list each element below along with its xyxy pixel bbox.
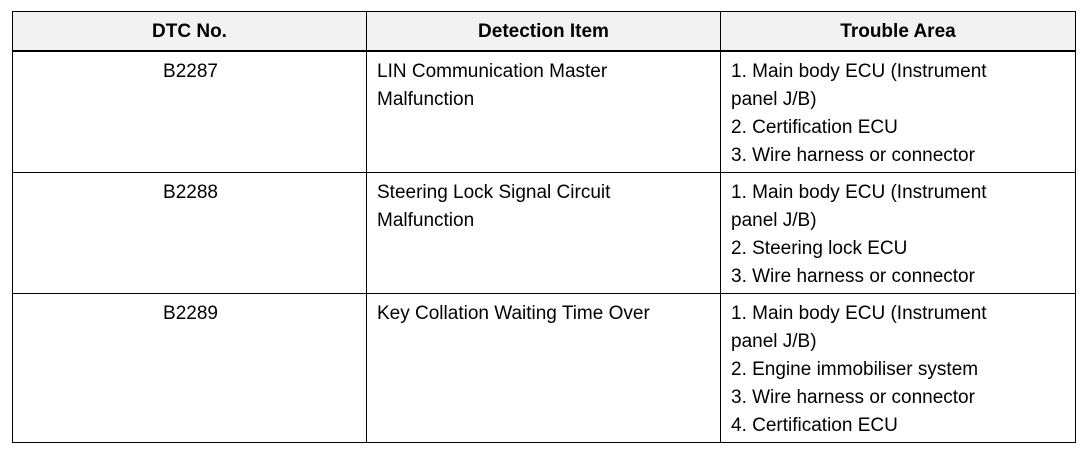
trouble-area-line: 2. Steering lock ECU — [731, 237, 908, 259]
trouble-area-cell — [721, 293, 1076, 442]
trouble-area-cell — [721, 51, 1076, 173]
detection-item-line: LIN Communication Master — [377, 60, 608, 82]
dtc-code-cell: B2289 — [13, 293, 367, 442]
header-detection-item: Detection Item — [367, 12, 721, 51]
detection-item-line: Malfunction — [377, 88, 475, 110]
header-trouble-area: Trouble Area — [721, 12, 1076, 51]
detection-item-line: Key Collation Waiting Time Over — [377, 302, 650, 324]
table-row — [13, 172, 1076, 293]
table-row — [13, 293, 1076, 442]
trouble-area-line: 3. Wire harness or connector — [731, 265, 975, 287]
trouble-area-line: 3. Wire harness or connector — [731, 144, 975, 166]
trouble-area-line: 2. Engine immobiliser system — [731, 358, 979, 380]
table-row — [13, 51, 1076, 173]
trouble-area-line: 1. Main body ECU (Instrument — [731, 302, 987, 324]
dtc-code-cell: B2288 — [13, 172, 367, 293]
trouble-area-line: 1. Main body ECU (Instrument — [731, 60, 987, 82]
trouble-area-line: 1. Main body ECU (Instrument — [731, 181, 987, 203]
trouble-area-line: 4. Certification ECU — [731, 414, 898, 436]
dtc-code-cell: B2287 — [13, 51, 367, 173]
dtc-table — [12, 11, 1076, 443]
trouble-area-line: panel J/B) — [731, 88, 817, 110]
trouble-area-line: 2. Certification ECU — [731, 116, 898, 138]
detection-item-line: Malfunction — [377, 209, 475, 231]
detection-item-cell — [367, 51, 721, 173]
trouble-area-line: panel J/B) — [731, 330, 817, 352]
detection-item-cell — [367, 293, 721, 442]
table-body — [13, 51, 1076, 443]
detection-item-line: Steering Lock Signal Circuit — [377, 181, 611, 203]
trouble-area-cell — [721, 172, 1076, 293]
header-dtc-no: DTC No. — [13, 12, 367, 51]
header-row — [13, 12, 1076, 51]
detection-item-cell — [367, 172, 721, 293]
trouble-area-line: 3. Wire harness or connector — [731, 386, 975, 408]
table-header — [13, 12, 1076, 51]
trouble-area-line: panel J/B) — [731, 209, 817, 231]
